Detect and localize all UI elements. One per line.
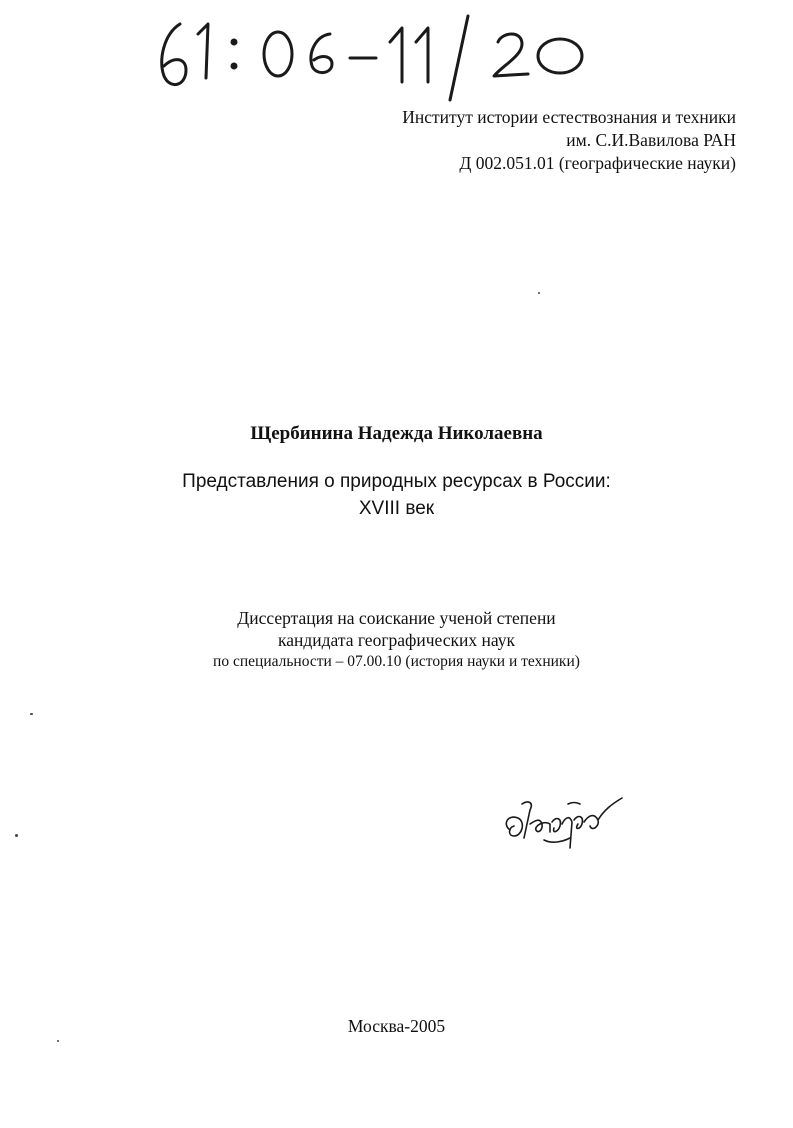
handwritten-archive-code — [150, 12, 610, 102]
dissertation-title — [0, 468, 793, 522]
institution-block — [402, 106, 736, 175]
author-name: Щербинина Надежда Николаевна — [250, 423, 543, 444]
institution-affiliation: им. С.И.Вавилова РАН — [566, 130, 736, 150]
institution-name: Институт истории естествознания и техники — [402, 107, 736, 127]
title-line-1: Представления о природных ресурсах в России: — [182, 471, 611, 492]
council-code: Д 002.051.01 (географические науки) — [459, 153, 736, 173]
signature-icon — [500, 790, 630, 855]
city-year: Москва-2005 — [347, 1016, 446, 1036]
title-line-2: XVIII век — [358, 498, 435, 519]
scan-speck — [57, 1040, 59, 1042]
degree-line-2: кандидата географических наук — [278, 630, 515, 650]
scan-speck — [30, 713, 33, 715]
scan-speck — [538, 292, 540, 294]
scan-speck — [15, 834, 18, 837]
degree-line-1: Диссертация на соискание ученой степени — [237, 608, 556, 628]
degree-statement — [0, 607, 793, 673]
specialty-line: по специальности – 07.00.10 (история науки и техники) — [213, 653, 580, 670]
